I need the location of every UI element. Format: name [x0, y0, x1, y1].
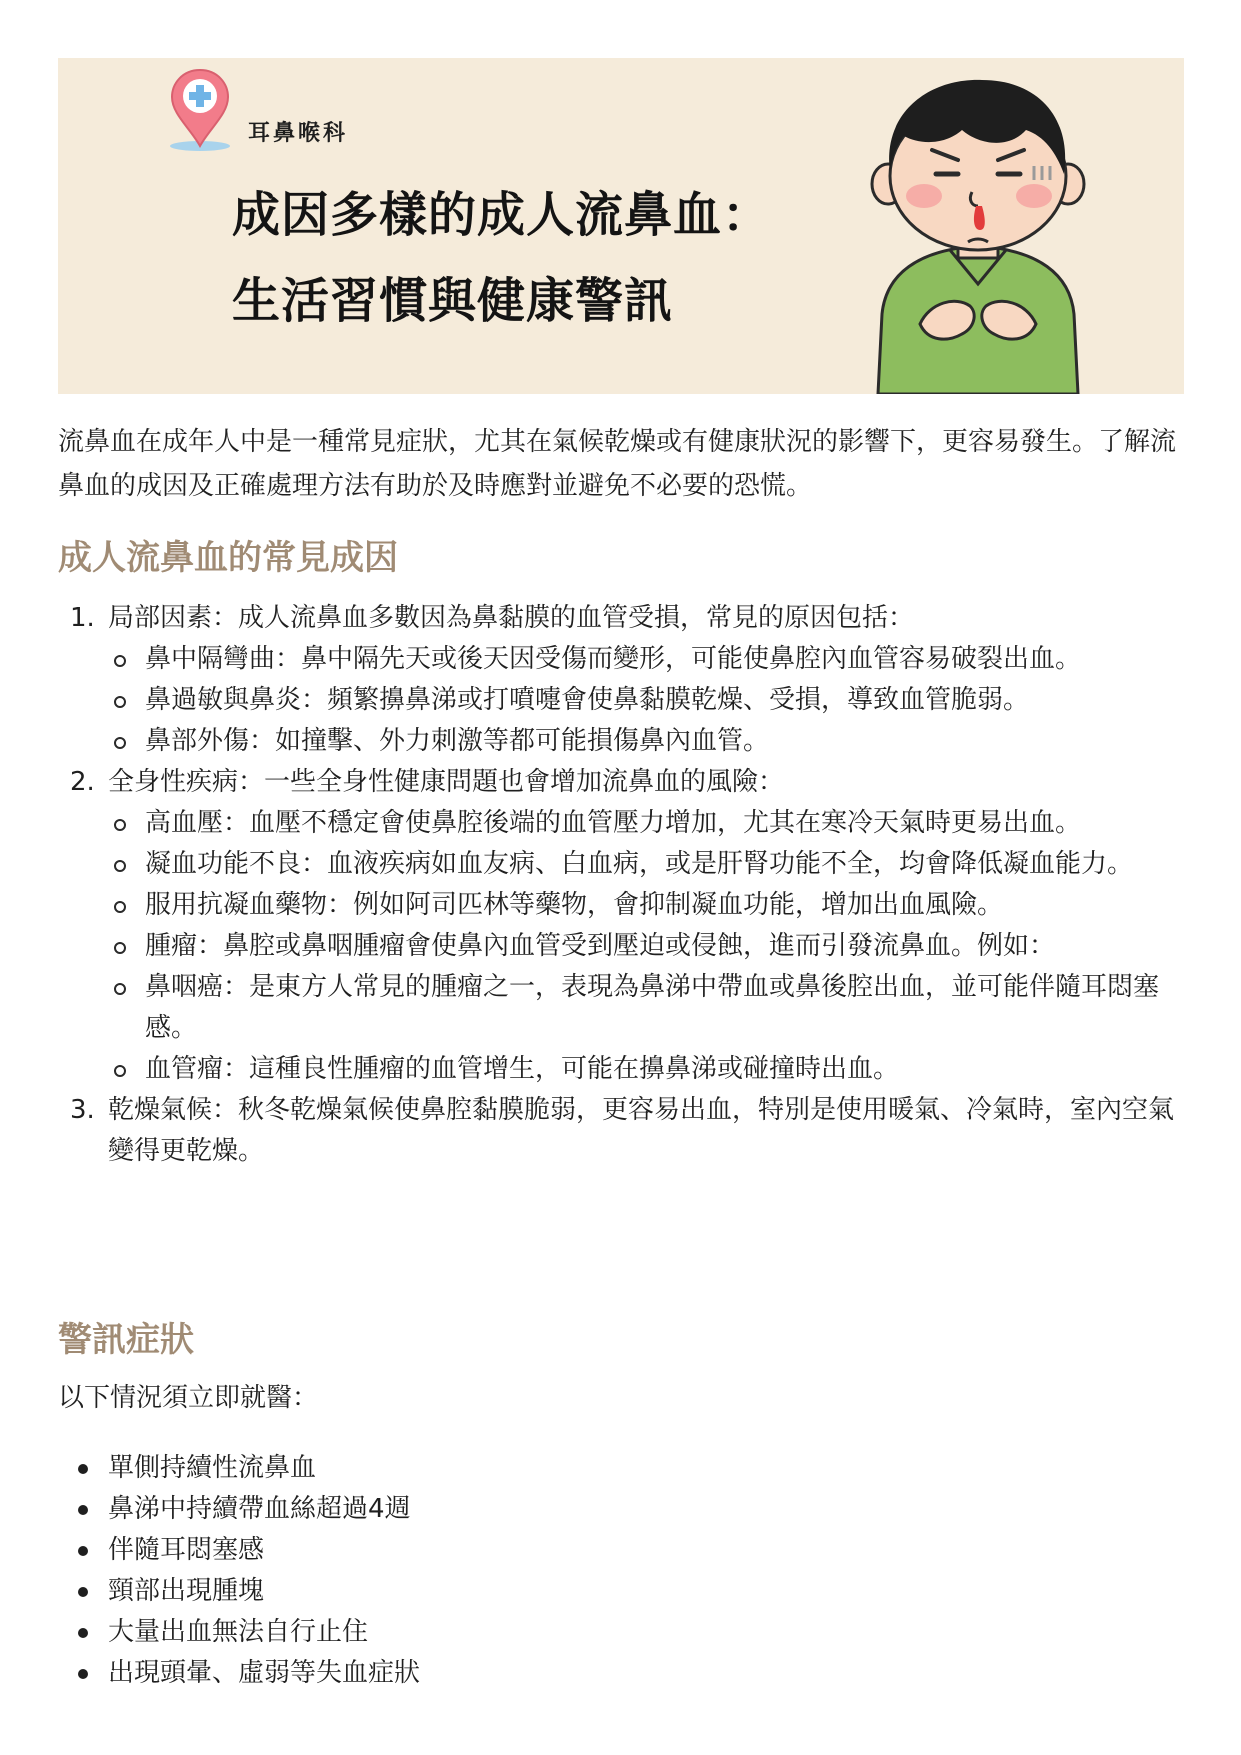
- cause-text: 全身性疾病：一些全身性健康問題也會增加流鼻血的風險：: [108, 767, 785, 797]
- cause-sub-item: 鼻過敏與鼻炎：頻繁擤鼻涕或打噴嚏會使鼻黏膜乾燥、受損，導致血管脆弱。: [108, 680, 1188, 721]
- cause-sub-list: [108, 803, 1188, 1090]
- cause-sub-list: [108, 639, 1188, 762]
- cause-text: 局部因素：成人流鼻血多數因為鼻黏膜的血管受損，常見的原因包括：: [108, 603, 915, 633]
- causes-heading: 成人流鼻血的常見成因: [58, 538, 398, 578]
- cause-sub-item: 高血壓：血壓不穩定會使鼻腔後端的血管壓力增加，尤其在寒冷天氣時更易出血。: [108, 803, 1188, 844]
- nosebleed-man-illustration: [858, 74, 1098, 394]
- page-title-line-1: 成因多樣的成人流鼻血：: [232, 187, 772, 243]
- warning-intro: 以下情況須立即就醫：: [58, 1383, 319, 1413]
- cause-sub-item: 服用抗凝血藥物：例如阿司匹林等藥物，會抑制凝血功能，增加出血風險。: [108, 885, 1188, 926]
- cause-sub-item: 凝血功能不良：血液疾病如血友病、白血病，或是肝腎功能不全，均會降低凝血能力。: [108, 844, 1188, 885]
- cause-sub-item: 鼻中隔彎曲：鼻中隔先天或後天因受傷而變形，可能使鼻腔內血管容易破裂出血。: [108, 639, 1188, 680]
- department-name: 耳鼻喉科: [248, 121, 349, 146]
- symptom-item: 大量出血無法自行止住: [58, 1612, 420, 1653]
- symptom-item: 出現頭暈、虛弱等失血症狀: [58, 1653, 420, 1694]
- cause-number: 1.: [70, 603, 95, 633]
- cause-item: [58, 598, 1188, 762]
- symptom-item: 單側持續性流鼻血: [58, 1448, 420, 1489]
- warning-symptoms-list: [58, 1448, 420, 1694]
- intro-paragraph: 流鼻血在成年人中是一種常見症狀，尤其在氣候乾燥或有健康狀況的影響下，更容易發生。了解流鼻血的成因及正確處理方法有助於及時應對並避免不必要的恐慌。: [58, 427, 1177, 501]
- cause-item: [58, 1090, 1188, 1172]
- cause-number: 2.: [70, 767, 95, 797]
- header-banner: [58, 58, 1184, 394]
- cause-sub-item: 鼻部外傷：如撞擊、外力刺激等都可能損傷鼻內血管。: [108, 721, 1188, 762]
- symptom-item: 頸部出現腫塊: [58, 1571, 420, 1612]
- cause-sub-item: 鼻咽癌：是東方人常見的腫瘤之一，表現為鼻涕中帶血或鼻後腔出血，並可能伴隨耳悶塞感。: [108, 967, 1188, 1049]
- symptom-item: 鼻涕中持續帶血絲超過4週: [58, 1489, 420, 1530]
- symptom-item: 伴隨耳悶塞感: [58, 1530, 420, 1571]
- cause-sub-item: 腫瘤：鼻腔或鼻咽腫瘤會使鼻內血管受到壓迫或侵蝕，進而引發流鼻血。例如：: [108, 926, 1188, 967]
- cause-item: [58, 762, 1188, 1090]
- page-title-line-2: 生活習慣與健康警訊: [232, 273, 674, 329]
- causes-list: [58, 598, 1188, 1172]
- warning-heading: 警訊症狀: [58, 1320, 194, 1360]
- location-pin-medical-icon: [168, 66, 236, 154]
- cause-number: 3.: [70, 1095, 95, 1125]
- cause-sub-item: 血管瘤：這種良性腫瘤的血管增生，可能在擤鼻涕或碰撞時出血。: [108, 1049, 1188, 1090]
- cause-text: 乾燥氣候：秋冬乾燥氣候使鼻腔黏膜脆弱，更容易出血，特別是使用暖氣、冷氣時，室內空氣變得更乾燥。: [108, 1095, 1175, 1166]
